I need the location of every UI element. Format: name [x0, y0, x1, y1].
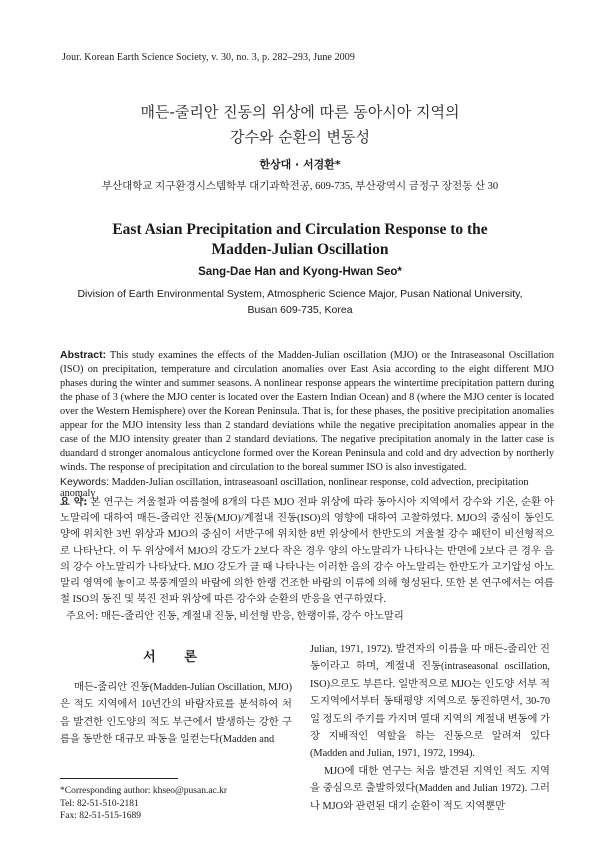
footnote-tel: Tel: 82-51-510-2181 [60, 798, 139, 809]
korean-keywords-label: 주요어: [66, 611, 99, 622]
korean-affiliation: 부산대학교 지구환경시스템학부 대기과학전공, 609-735, 부산광역시 금정구 장전동 산 30 [101, 181, 499, 192]
english-title-line-2: Madden-Julian Oscillation [211, 241, 389, 258]
footnote-author-email: *Corresponding author: khseo@pusan.ac.kr [60, 786, 228, 796]
abstract-text: This study examines the effects of the Madden-Julian oscillation (MJO) or the Intraseasonal Oscillation (ISO) on precipitation, temperature and circulation anomalies over East Asia according to the eight different MJO phases during the winter and summer seasons. A nonlinear response appears the wintertime precipitation pattern during the phase of 3 (where the MJO center is located over the Eastern Indian Ocean) and 8 (where the MJO center is located over the Western Hemisphere) over the Korean Peninsula. That is, for these phases, the positive precipitation anomalies appear for the MJO intensity less than 2 standard deviations while the negative precipitation anomalies appear in the case of the MJO intensity greater than 2 standard deviations. The negative precipitation anomaly in the latter case is duandard d stronger anomalous anticyclone formed over the Korean Peninsula and cold and dry advection by northerly winds. The response of precipitation and circulation to the boreal summer ISO is also investigated. [60, 350, 554, 473]
korean-keywords [66, 607, 546, 622]
english-affiliation-line-1: Division of Earth Environmental System, Atmospheric Science Major, Pusan National University, [77, 288, 523, 300]
body-left-column: 매든-줄리안 진동(Madden-Julian Oscillation, MJO)은 적도 지역에서 10년간의 바람자료를 분석하여 처음 발견한 인도양의 적도 부근에서 발생하는 강한 구름을 동반한 대규모 파동을 일컫는다(Madden and [60, 682, 292, 746]
right-column-paragraph-1: Julian, 1971, 1972). 발견자의 이름을 따 매든-줄리안 진동이라고 하며, 계절내 진동(intraseasonal oscillation, ISO)으로도 부른다. 일반적으로 MJO는 인도양 서부 적도지역에서부터 동태평양 지역으로 동진하면서, 30-70일 정도의 주기를 가지며 열대 지역의 계절내 변동에 가장 지배적인 역할을 하는 진동으로 알려져 있다(Madden and Julian, 1971, 1972, 1994). [310, 644, 550, 760]
footnote-fax: Fax: 82-51-515-1689 [60, 811, 142, 822]
english-title-line-1: East Asian Precipitation and Circulation Response to the [112, 221, 488, 238]
abstract-label: Abstract: [60, 349, 107, 361]
korean-title-line-1: 매든-줄리안 진동의 위상에 따른 동아시아 지역의 [140, 103, 460, 121]
body-right-column [310, 641, 550, 815]
footnote [60, 785, 290, 823]
korean-authors: 한상대 · 서경환* [259, 158, 341, 171]
right-column-paragraph-2: MJO에 대한 연구는 처음 발견된 지역인 적도 지역을 중심으로 출발하였다(Madden and Julian 1972). 그러나 MJO와 관련된 대기 순환이 적도 지역뿐만 [310, 765, 550, 812]
footnote-rule [60, 778, 178, 779]
english-authors: Sang-Dae Han and Kyong-Hwan Seo* [198, 266, 402, 278]
korean-abstract-label: 요 약: [60, 497, 88, 508]
keywords-text: Madden-Julian oscillation, intraseasoanl oscillation, nonlinear response, cold advection, precipitation anomaly [60, 477, 529, 499]
korean-keywords-text: 매든-줄리안 진동, 계절내 진동, 비선형 반응, 한랭이류, 강수 아노말리 [100, 611, 404, 622]
korean-abstract-text: 본 연구는 겨울철과 여름철에 8개의 다른 MJO 전파 위상에 따라 동아시아 지역에서 강수와 기온, 순환 아노말리에 대하여 매든-줄리안 진동(MJO)/계절내 진동(ISO)의 영향에 대하여 고찰하였다. MJO의 중심이 동인도양에 위치한 3번 위상과 MJO의 중심이 서반구에 위치한 8번 위상에서 한반도의 겨울철 강수 패턴이 비선형적으로 나타난다. 이 두 위상에서 MJO의 강도가 2보다 작은 경우 양의 아노말리가 나타나는 반면에 2보다 큰 경우 음의 강수 아노말리가 나타났다. MJO 강도가 클 때 나타나는 이러한 음의 강수 아노말리는 한반도가 고기압성 아노말리 영역에 놓이고 북풍계열의 바람에 의한 한랭 건조한 바람의 이류에 의해 형성된다. 또한 본 연구에서는 여름철 ISO의 동진 및 북진 전파 위상에 따른 강수와 순환의 반응을 연구하였다. [60, 497, 554, 606]
section-heading-introduction: 서 론 [143, 650, 209, 665]
korean-title-line-2: 강수와 순환의 변동성 [230, 128, 370, 146]
korean-abstract [60, 495, 554, 608]
english-affiliation-line-2: Busan 609-735, Korea [247, 304, 353, 316]
keywords-label: Keywords: [60, 476, 110, 488]
journal-citation: Jour. Korean Earth Science Society, v. 30, no. 3, p. 282–293, June 2009 [62, 52, 355, 63]
abstract [60, 348, 554, 475]
